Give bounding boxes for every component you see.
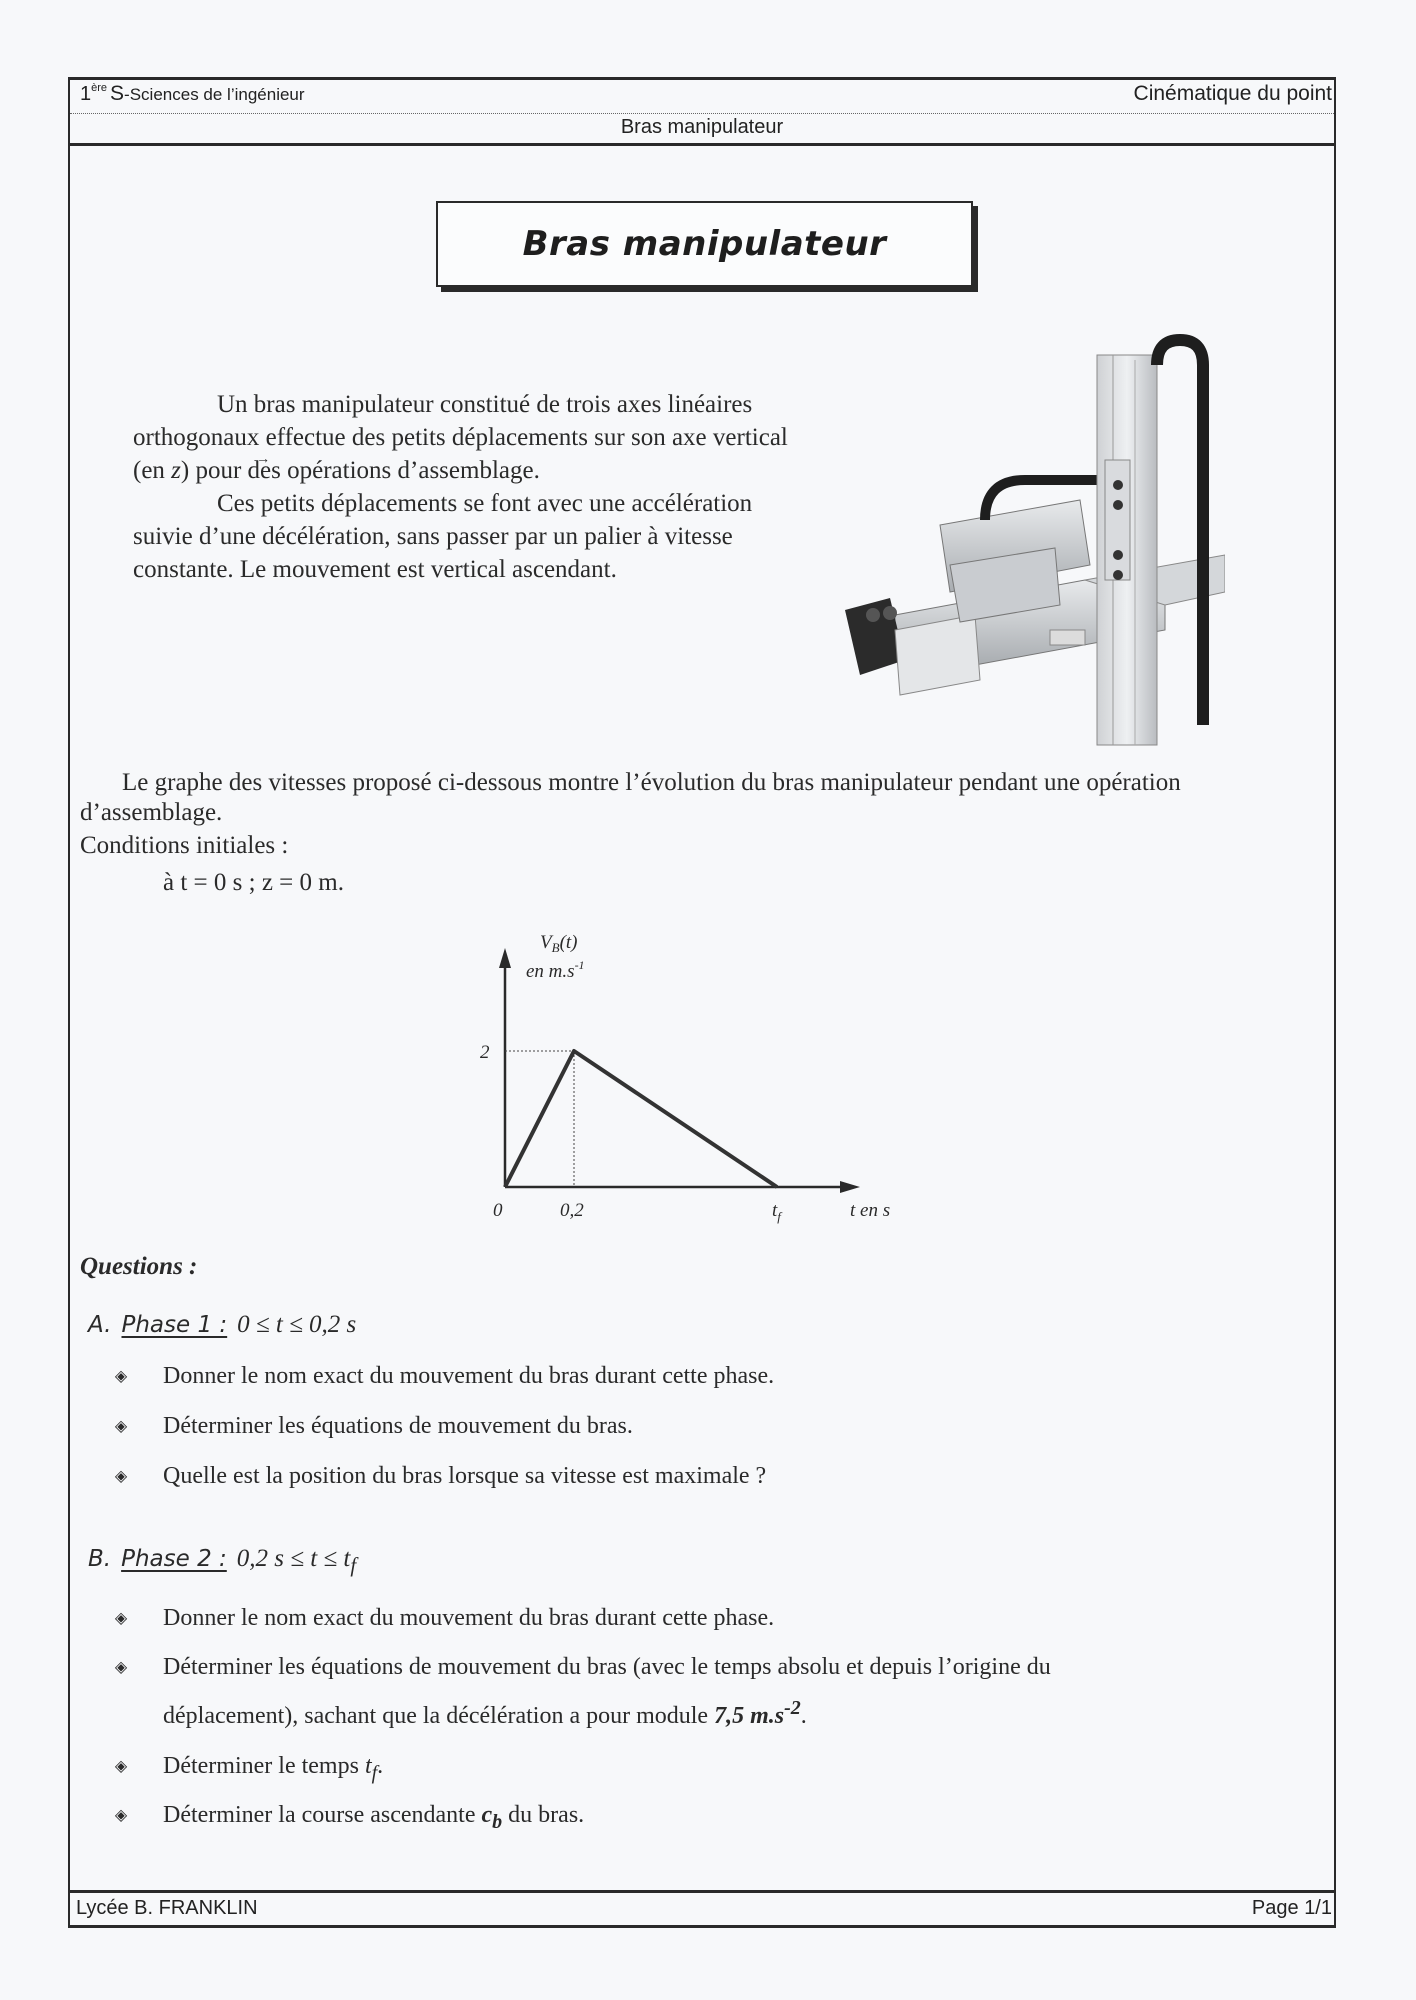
footer-school: Lycée B. FRANKLIN	[76, 1897, 258, 1919]
cb-variable: c	[481, 1802, 493, 1828]
frame-right-border	[1334, 77, 1336, 1927]
intro-paragraph-2: Ces petits déplacements se font avec une accélération suivie d’une décélération, sans passer par un palier à vitesse constante. Le mouvement est vertical ascendant.	[133, 490, 753, 583]
diamond-bullet-icon: ◈	[114, 1807, 128, 1824]
diamond-bullet-icon: ◈	[114, 1610, 128, 1627]
list-item	[110, 1463, 767, 1490]
question-text-end: .	[800, 1703, 807, 1729]
course-s: S	[110, 82, 125, 105]
graph-intro-text	[80, 768, 1320, 828]
phase-2-range	[236, 1545, 357, 1577]
initial-conditions-label: Conditions initiales :	[80, 832, 289, 859]
question-text	[163, 1802, 585, 1833]
diamond-bullet-icon: ◈	[114, 1368, 128, 1385]
velocity-graph	[460, 920, 920, 1230]
intro-p1-end: ) pour des opérations d’assemblage.	[180, 457, 540, 484]
y-axis-arrow-icon	[499, 948, 511, 968]
level-suffix: ère	[91, 82, 108, 94]
intro-paragraph-1	[133, 388, 793, 487]
phase-2-title: Phase 2 :	[121, 1546, 227, 1572]
diamond-bullet-icon: ◈	[114, 1468, 128, 1485]
x-axis-unit: t en s	[850, 1200, 891, 1221]
cb-subscript: b	[492, 1810, 503, 1833]
list-item-continuation	[163, 1697, 807, 1730]
title-box	[436, 201, 973, 287]
list-item	[110, 1753, 384, 1784]
list-item	[110, 1605, 775, 1632]
question-text-end: du bras.	[502, 1802, 585, 1828]
robot-arm-illustration	[835, 330, 1225, 750]
y-tick-2: 2	[480, 1042, 490, 1063]
deceleration-exponent: -2	[784, 1697, 801, 1719]
frame-left-border	[68, 77, 70, 1927]
phase-1-letter: A.	[88, 1312, 112, 1338]
x-tick-tf: $t_f$	[772, 1200, 781, 1224]
diamond-bullet-icon: ◈	[114, 1659, 128, 1676]
x-tick-0-2: 0,2	[560, 1200, 584, 1221]
list-item	[110, 1363, 775, 1390]
intro-text	[133, 388, 793, 586]
phase-2-heading	[88, 1545, 357, 1577]
intro-p1-start: Un bras manipulateur constitué de trois axes linéaires orthogonaux effectue des petits déplacements sur son axe vertical (en	[133, 391, 788, 484]
question-text: Donner le nom exact du mouvement du bras durant cette phase.	[163, 1363, 775, 1389]
page-title: Bras manipulateur	[522, 224, 887, 264]
phase-2-range-text: 0,2 s ≤ t ≤ t	[236, 1545, 351, 1572]
question-text: Quelle est la position du bras lorsque sa vitesse est maximale ?	[163, 1463, 767, 1489]
question-text: Déterminer les équations de mouvement du bras (avec le temps absolu et depuis l’origine du	[163, 1654, 1051, 1680]
footer-top-border	[68, 1890, 1336, 1893]
question-text-start: Déterminer le temps	[163, 1753, 365, 1779]
question-text: déplacement), sachant que la décélération a pour module	[163, 1703, 715, 1729]
velocity-profile-line	[505, 1051, 777, 1187]
phase-1-heading	[88, 1311, 356, 1339]
y-axis-name: $V_B(t)$	[540, 932, 578, 955]
question-text: Donner le nom exact du mouvement du bras durant cette phase.	[163, 1605, 775, 1631]
y-axis-unit: en $m.s^{-1}$	[526, 958, 585, 982]
header-bottom-border	[68, 143, 1336, 146]
course-name: -Sciences de l’ingénieur	[124, 85, 305, 104]
phase-1-range: 0 ≤ t ≤ 0,2 s	[237, 1311, 357, 1338]
header-subtitle: Bras manipulateur	[620, 116, 784, 138]
initial-conditions-value: à t = 0 s ; z = 0 m.	[163, 869, 344, 896]
level-number: 1	[80, 83, 92, 105]
graph-intro-sentence: Le graphe des vitesses proposé ci-dessous montre l’évolution du bras manipulateur pendant une opération d’assemblage.	[80, 769, 1181, 826]
header-course	[80, 82, 305, 106]
phase-1-title: Phase 1 :	[121, 1312, 228, 1338]
phase-2-letter: B.	[88, 1546, 112, 1572]
tf-variable: t	[364, 1753, 372, 1779]
x-axis-arrow-icon	[840, 1181, 860, 1193]
z-vector: → z	[171, 457, 181, 484]
header-chapter: Cinématique du point	[1133, 82, 1332, 105]
list-item	[110, 1413, 633, 1440]
deceleration-value: 7,5 m.s	[714, 1703, 785, 1729]
footer-page-number: Page 1/1	[1251, 1897, 1332, 1919]
footer-bottom-border	[68, 1925, 1336, 1928]
tf-subscript: f	[371, 1761, 378, 1784]
x-tick-origin: 0	[493, 1200, 503, 1221]
question-text-start: Déterminer la course ascendante	[163, 1802, 482, 1828]
questions-heading: Questions :	[80, 1253, 198, 1280]
list-item	[110, 1802, 585, 1833]
diamond-bullet-icon: ◈	[114, 1758, 128, 1775]
frame-top-border	[68, 77, 1336, 80]
header-dotted-divider	[70, 113, 1334, 114]
question-text	[163, 1753, 384, 1784]
question-text: Déterminer les équations de mouvement du bras.	[163, 1413, 633, 1439]
question-text-end: .	[377, 1753, 384, 1779]
list-item	[110, 1654, 1051, 1681]
phase-2-range-sub: f	[350, 1553, 357, 1577]
diamond-bullet-icon: ◈	[114, 1418, 128, 1435]
